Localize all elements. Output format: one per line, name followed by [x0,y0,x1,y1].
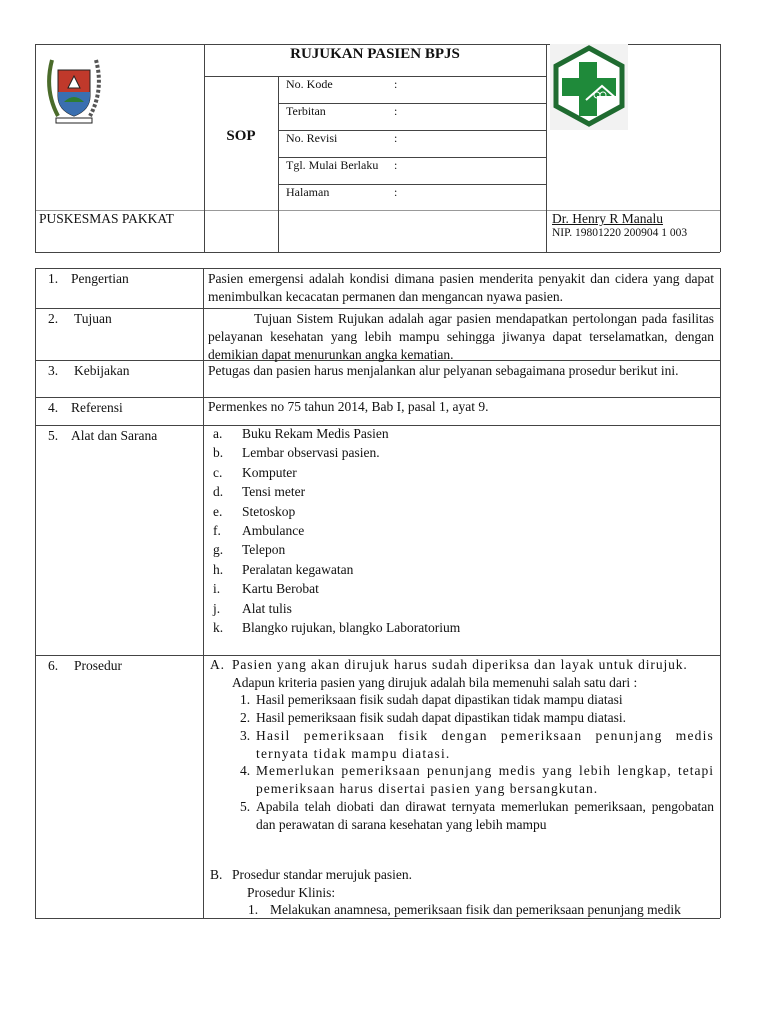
section-number: 4. [48,400,59,415]
puskesmas-logo [550,44,628,130]
step-item: Melakukan anamnesa, pemeriksaan fisik dan pemeriksaan penunjang medik [270,902,681,917]
list-marker: a. [213,426,223,441]
list-marker: h. [213,561,224,577]
section-number: 1. [48,271,59,286]
criteria-item: Hasil pemeriksaan fisik dengan pemeriksaan penunjang medis ternyata tidak mampu diatasi. [256,728,714,761]
tujuan-text: Tujuan Sistem Rujukan adalah agar pasien mendapatkan pertolongan pada fasilitas pelayanan kesehatan yang lebih mampu sehingga jiwanya dapat terselamatkan, dengan demikian dapat menurunkan angka kematian. [208,311,714,362]
list-item: Buku Rekam Medis Pasien [242,426,389,441]
list-item: Peralatan kegawatan [242,561,354,577]
prosedur-b-subtitle: Prosedur Klinis: [247,885,336,900]
field-no-kode-label: No. Kode [286,77,333,91]
criteria-item: Apabila telah diobati dan dirawat ternyata memerlukan pemeriksaan, pengobatan dan perawatan di sarana kesehatan yang lebih mampu [256,799,714,832]
section-label-pengertian: Pengertian [71,271,129,286]
field-halaman-label: Halaman [286,185,330,199]
list-marker: k. [213,620,224,635]
criteria-item: Memerlukan pemeriksaan penunjang medis yang lebih lengkap, tetapi pemeriksaan harus disertai pasien yang bersangkutan. [256,763,714,796]
list-item: Stetoskop [242,503,296,519]
field-terbitan-value: : [394,104,398,118]
sop-label: SOP [226,128,256,144]
referensi-text: Permenkes no 75 tahun 2014, Bab I, pasal 1, ayat 9. [208,399,489,414]
section-label-tujuan: Tujuan [74,311,112,326]
list-item: Komputer [242,464,297,480]
field-terbitan-label: Terbitan [286,104,326,118]
list-marker: b. [213,445,224,461]
criteria-item: Hasil pemeriksaan fisik sudah dapat dipastikan tidak mampu diatasi [256,692,623,707]
list-marker: j. [213,600,221,616]
section-label-prosedur: Prosedur [74,658,122,673]
criteria-marker: 1. [240,692,251,707]
field-no-kode-value: : [394,77,398,91]
list-marker: d. [213,484,224,500]
list-item: Alat tulis [242,600,292,616]
section-number: 3. [48,363,59,378]
list-marker: g. [213,542,224,558]
list-marker: c. [213,464,223,480]
section-number: 6. [48,658,59,673]
prosedur-b-marker: B. [210,867,223,882]
prosedur-a-text: Pasien yang akan dirujuk harus sudah diperiksa dan layak untuk dirujuk. [232,657,688,672]
list-item: Tensi meter [242,484,306,500]
prosedur-b-text: Prosedur standar merujuk pasien. [232,867,412,882]
section-label-referensi: Referensi [71,400,123,415]
section-label-alat-sarana: Alat dan Sarana [71,428,158,443]
section-label-kebijakan: Kebijakan [74,363,130,378]
criteria-marker: 4. [240,763,251,778]
field-tgl-mulai-value: : [394,158,398,172]
kebijakan-text: Petugas dan pasien harus menjalankan alur pelyanan sebagaimana prosedur berikut ini. [208,363,679,378]
section-number: 2. [48,311,59,326]
prosedur-a-marker: A. [210,657,225,672]
signatory-name: Dr. Henry R Manalu [552,211,663,226]
list-marker: i. [213,581,221,597]
document-title: RUJUKAN PASIEN BPJS [290,46,460,62]
list-item: Blangko rujukan, blangko Laboratorium [242,620,461,635]
list-item: Telepon [242,542,286,558]
field-tgl-mulai-label: Tgl. Mulai Berlaku [286,158,379,172]
criteria-marker: 2. [240,710,251,725]
list-item: Kartu Berobat [242,581,319,597]
list-item: Ambulance [242,523,305,538]
signatory-nip: NIP. 19801220 200904 1 003 [552,227,688,239]
list-item: Lembar observasi pasien. [242,445,380,461]
field-no-revisi-label: No. Revisi [286,131,338,145]
list-marker: e. [213,503,223,519]
regency-emblem-logo [44,50,104,128]
institution-name: PUSKESMAS PAKKAT [39,211,174,226]
field-no-revisi-value: : [394,131,398,145]
pengertian-text: Pasien emergensi adalah kondisi dimana pasien menderita penyakit dan cidera yang dapat menimbulkan kecacatan permanen dan mengancan nyawa pasien. [208,271,714,304]
criteria-marker: 5. [240,799,251,814]
list-marker: f. [213,523,221,538]
prosedur-a-subtext: Adapun kriteria pasien yang dirujuk adalah bila memenuhi salah satu dari : [232,675,638,690]
criteria-marker: 3. [240,728,251,743]
field-halaman-value: : [394,185,398,199]
section-number: 5. [48,428,59,443]
step-marker: 1. [248,902,259,917]
criteria-item: Hasil pemeriksaan fisik sudah dapat dipastikan tidak mampu diatasi. [256,710,627,725]
